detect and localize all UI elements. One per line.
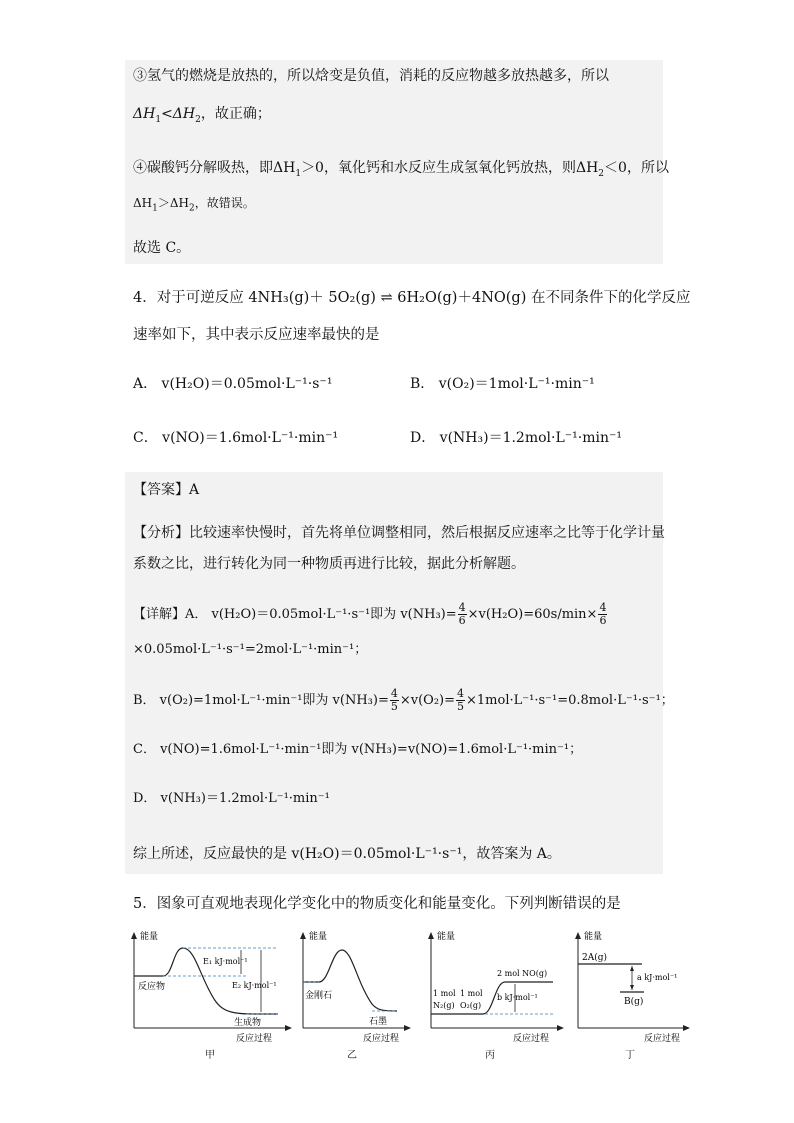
energy-axis-label: 能量 (309, 932, 328, 942)
energy-axis-label: 能量 (584, 932, 603, 942)
e2-label: E₂ kJ·mol⁻¹ (232, 981, 277, 990)
summary-line: 综上所述，反应最快的是 v(H₂O)＝0.05mol·L⁻¹·s⁻¹，故答案为 A。 (133, 846, 561, 862)
diagram-ding (572, 928, 692, 1050)
o2-label: O₂(g) (460, 1001, 482, 1010)
fraction: $\frac{4}{5}$ (457, 687, 465, 713)
question-4-stem-2: 速率如下，其中表示反应速率最快的是 (133, 327, 380, 343)
fraction: $\frac{4}{6}$ (599, 601, 607, 627)
detail-b: B． v(O₂)=1mol·L⁻¹·min⁻¹即为 v(NH₃)= $\frac{4}{5}$ ×v(O₂)= $\frac{4}{5}$ ×1mol·L⁻¹·s⁻¹=0.8mol·L⁻¹·s⁻¹； (133, 687, 674, 713)
diagram-bing (425, 928, 565, 1050)
text-line: $\Delta H_1>\Delta H_2$，故错误。 (133, 196, 255, 214)
diamond-label: 金刚石 (305, 991, 333, 1001)
detail-d: D． v(NH₃)＝1.2mol·L⁻¹·min⁻¹ (133, 791, 330, 806)
answer-line: 【答案】A (133, 482, 200, 498)
question-5-stem: 5．图象可直观地表现化学变化中的物质变化和能量变化。下列判断错误的是 (133, 896, 621, 912)
detail-a-2: ×0.05mol·L⁻¹·s⁻¹=2mol·L⁻¹·min⁻¹； (133, 642, 368, 657)
b-energy-label: b kJ·mol⁻¹ (497, 993, 538, 1002)
no-label: 2 mol NO(g) (497, 969, 548, 978)
option-d[interactable]: D． v(NH₃)＝1.2mol·L⁻¹·min⁻¹ (410, 430, 622, 446)
b-label: B(g) (624, 997, 644, 1007)
caption-yi: 乙 (347, 1050, 357, 1061)
a-energy-label: a kJ·mol⁻¹ (637, 973, 678, 982)
process-axis-label: 反应过程 (513, 1034, 550, 1044)
caption-ding: 丁 (625, 1050, 635, 1061)
option-b[interactable]: B． v(O₂)＝1mol·L⁻¹·min⁻¹ (410, 376, 595, 392)
detail-a: 【详解】A． v(H₂O)＝0.05mol·L⁻¹·s⁻¹即为 v(NH₃)= $\frac{4}{6}$ ×v(H₂O)=60s/min× $\frac{4}{6}$ (133, 601, 607, 627)
n2-label: N₂(g) (433, 1001, 455, 1010)
text-line: 故选 C。 (133, 240, 191, 256)
option-c[interactable]: C． v(NO)＝1.6mol·L⁻¹·min⁻¹ (133, 430, 339, 446)
reactant-label: 反应物 (138, 982, 166, 992)
detail-c: C． v(NO)=1.6mol·L⁻¹·min⁻¹即为 v(NH₃)=v(NO)=1.6mol·L⁻¹·min⁻¹； (133, 742, 583, 757)
product-label: 生成物 (234, 1018, 262, 1028)
caption-jia: 甲 (205, 1050, 215, 1061)
fraction: $\frac{4}{5}$ (390, 687, 398, 713)
analysis-line: 【分析】比较速率快慢时，首先将单位调整相同，然后根据反应速率之比等于化学计量 (133, 525, 665, 541)
energy-axis-label: 能量 (437, 932, 456, 942)
question-4-stem: 4．对于可逆反应 4NH₃(g)＋ 5O₂(g) ⇌ 6H₂O(g)＋4NO(g) 在不同条件下的化学反应 (133, 290, 691, 306)
process-axis-label: 反应过程 (644, 1034, 681, 1044)
option-a[interactable]: A． v(H₂O)＝0.05mol·L⁻¹·s⁻¹ (133, 376, 333, 392)
2a-label: 2A(g) (582, 953, 608, 963)
process-axis-label: 反应过程 (363, 1034, 400, 1044)
o2-amount: 1 mol (460, 989, 483, 998)
fraction: $\frac{4}{6}$ (458, 601, 466, 627)
energy-axis-label: 能量 (140, 932, 159, 942)
text-line: ③氢气的燃烧是放热的，所以焓变是负值，消耗的反应物越多放热越多，所以 (133, 68, 609, 84)
diagram-jia (128, 928, 293, 1050)
graphite-label: 石墨 (369, 1017, 388, 1027)
text-line: ④碳酸钙分解吸热，即$\Delta H_1>0$，氧化钙和水反应生成氢氧化钙放热，则$\Delta H_2<0$，所以 (133, 160, 669, 179)
diagram-yi (297, 928, 412, 1050)
e1-label: E₁ kJ·mol⁻¹ (203, 957, 248, 966)
n2-amount: 1 mol (433, 989, 456, 998)
analysis-line: 系数之比，进行转化为同一种物质再进行比较，据此分析解题。 (133, 556, 525, 572)
text-line: $\Delta H_1<\Delta H_2$，故正确； (133, 106, 271, 125)
process-axis-label: 反应过程 (236, 1034, 273, 1044)
caption-bing: 丙 (485, 1050, 495, 1061)
